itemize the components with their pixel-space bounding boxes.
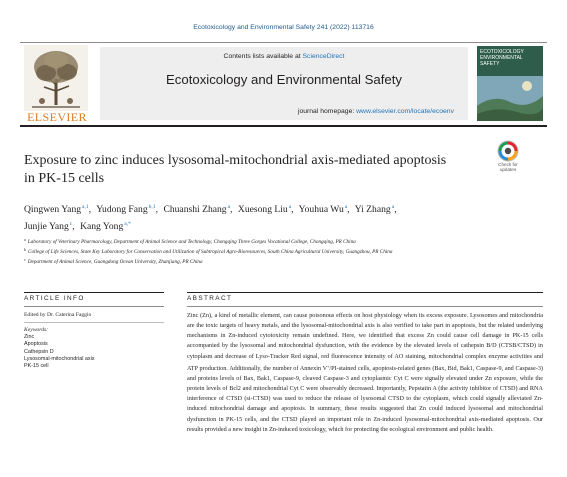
affiliation: $^b$ College of Life Sciences, State Key Laboratory for Conservation and Utilization of Subtropical Agro-Bioresources, South China Agricultural University, Guangzhou, PR China	[24, 247, 393, 255]
check-updates-label-1: Check for	[498, 162, 518, 167]
author[interactable]: Junjie Yang$^c$,	[24, 221, 75, 232]
article-title-line1: Exposure to zinc induces lysosomal-mitochondrial axis-mediated apoptosis	[24, 153, 447, 168]
author[interactable]: Yudong Fang$^{b,1}$,	[96, 204, 159, 215]
author-affiliation-sup[interactable]: a	[227, 204, 231, 210]
journal-reference[interactable]: Ecotoxicology and Environmental Safety 241 (2022) 113716	[193, 24, 374, 31]
journal-title[interactable]: Ecotoxicology and Environmental Safety	[165, 72, 403, 87]
article-info-heading-rule	[24, 306, 164, 307]
keywords-rule	[24, 322, 164, 323]
cover-image-icon	[477, 76, 543, 121]
author[interactable]: Youhua Wu$^a$,	[298, 204, 350, 215]
header-top-rule	[20, 42, 547, 43]
abstract-heading: ABSTRACT	[187, 295, 233, 302]
keyword: PK-15 cell	[24, 363, 49, 370]
keyword: Lysosomal-mitochondrial axis	[24, 355, 95, 362]
author-affiliation-sup[interactable]: c	[69, 221, 73, 227]
author-affiliation-sup[interactable]: a	[391, 204, 395, 210]
author-affiliation-sup[interactable]: a	[344, 204, 348, 210]
article-info-heading: ARTICLE INFO	[24, 295, 85, 302]
keyword: Apoptosis	[24, 341, 48, 348]
article-title	[24, 152, 464, 188]
abstract-heading-rule	[187, 306, 543, 307]
cover-title-line1: ECOTOXICOLOGY	[480, 49, 524, 55]
affiliation: $^c$ Department of Animal Science, Guangdong Ocean University, Zhanjiang, PR China	[24, 257, 203, 265]
article-title-line2: in PK-15 cells	[24, 171, 105, 186]
author[interactable]: Xuesong Liu$^a$,	[237, 204, 294, 215]
contents-prefix: Contents lists available at	[223, 53, 301, 60]
homepage-line	[100, 108, 468, 115]
journal-cover[interactable]	[477, 46, 543, 121]
affiliation: $^a$ Laboratory of Veterinary Pharmacology, Department of Animal Science and Technology, Chongqing Three Gorges Vocational College, Chongqing, PR China	[24, 237, 356, 245]
homepage-link[interactable]: www.elsevier.com/locate/ecoenv	[356, 108, 454, 115]
author[interactable]: Yi Zhang$^a$,	[354, 204, 397, 215]
affiliations	[24, 236, 524, 266]
header-bottom-rule	[20, 125, 547, 127]
homepage-prefix: journal homepage:	[297, 108, 355, 115]
abstract-top-rule	[187, 292, 543, 293]
author[interactable]: Kang Yong$^{a,*}$	[80, 221, 131, 232]
sciencedirect-link[interactable]: ScienceDirect	[302, 53, 345, 60]
author[interactable]: Qingwen Yang$^{a,1}$,	[24, 204, 92, 215]
cover-title-line2: ENVIRONMENTAL	[480, 55, 523, 61]
article-info-top-rule	[24, 292, 164, 293]
check-for-updates-button[interactable]	[485, 140, 531, 178]
publisher-name: ELSEVIER	[27, 110, 87, 124]
author-affiliation-sup[interactable]: a,1	[82, 204, 89, 210]
author[interactable]: Chuanshi Zhang$^a$,	[163, 204, 233, 215]
abstract-text: Zinc (Zn), a kind of metallic element, can cause poisonous effects on host physiology when its excess exposure. Lysosomes and mitochondria are the toxic targets of heavy metals, and the lysosomal-mitochondrial axis is also verified to take part in apoptosis, but the related underlying mechanisms in Zn-induced cytotoxicity remain undefined. Here, we identified that excess Zn could cause cell damage in PK-15 cells accompanied by the lysosomal and mitochondrial dysfunction, with the evidence by the elevated levels of cathepsin B/D (CTSB/CTSD) in cytoplasm and decrease of Lyso-Tracker Red signal, red fluorescence intensity of AO staining, mitochondrial complex enzyme activities and ATP production. Additionally, the number of Annexin V+/PI-stained cells, apoptosis-related genes (Bax, Bid, Bak1, Caspase-9, and Caspase-3) and proteins levels of Bax, Bak1, Caspase-9, cleaved Caspase-3 and cytoplasmic Cyt C were signally elevated under Zn exposure, while the protein levels of Bcl2 and mitochondrial Cyt C were observably decreased. Importantly, Pepstatin A (the activity inhibitor of CTSD) and RNA interference of CTSD (si-CTSD) was used to reduce the release of lysosomal CTSD to the cytoplasm, which could signally alleviated Zn-induced mitochondrial damage and apoptosis. In summary, these results suggested that Zn could induced lysosomal and mitochondrial dysfunction in PK-15 cells, and the CTSD played an important role in Zn-induced lysosomal-mitochondrial axis-mediated apoptosis. Our results provided a new insight in Zn-induced toxicology, which for protecting the ecological environment and public health.	[187, 312, 543, 433]
elsevier-tree-icon	[24, 45, 88, 111]
author-list	[24, 200, 494, 234]
keyword: Cathepsin D	[24, 348, 54, 355]
contents-line	[100, 53, 468, 60]
edited-by: Edited by Dr. Caterina Faggio	[24, 312, 92, 318]
keywords-heading: Keywords:	[24, 327, 49, 333]
author-affiliation-sup[interactable]: a,*	[124, 221, 131, 227]
check-updates-icon	[497, 140, 519, 162]
author-affiliation-sup[interactable]: a	[288, 204, 292, 210]
keywords-block	[24, 327, 164, 370]
cover-title-line3: SAFETY	[480, 61, 500, 67]
keyword: Zinc	[24, 334, 35, 341]
check-updates-label-2: updates	[499, 167, 517, 172]
author-affiliation-sup[interactable]: b,1	[148, 204, 156, 210]
